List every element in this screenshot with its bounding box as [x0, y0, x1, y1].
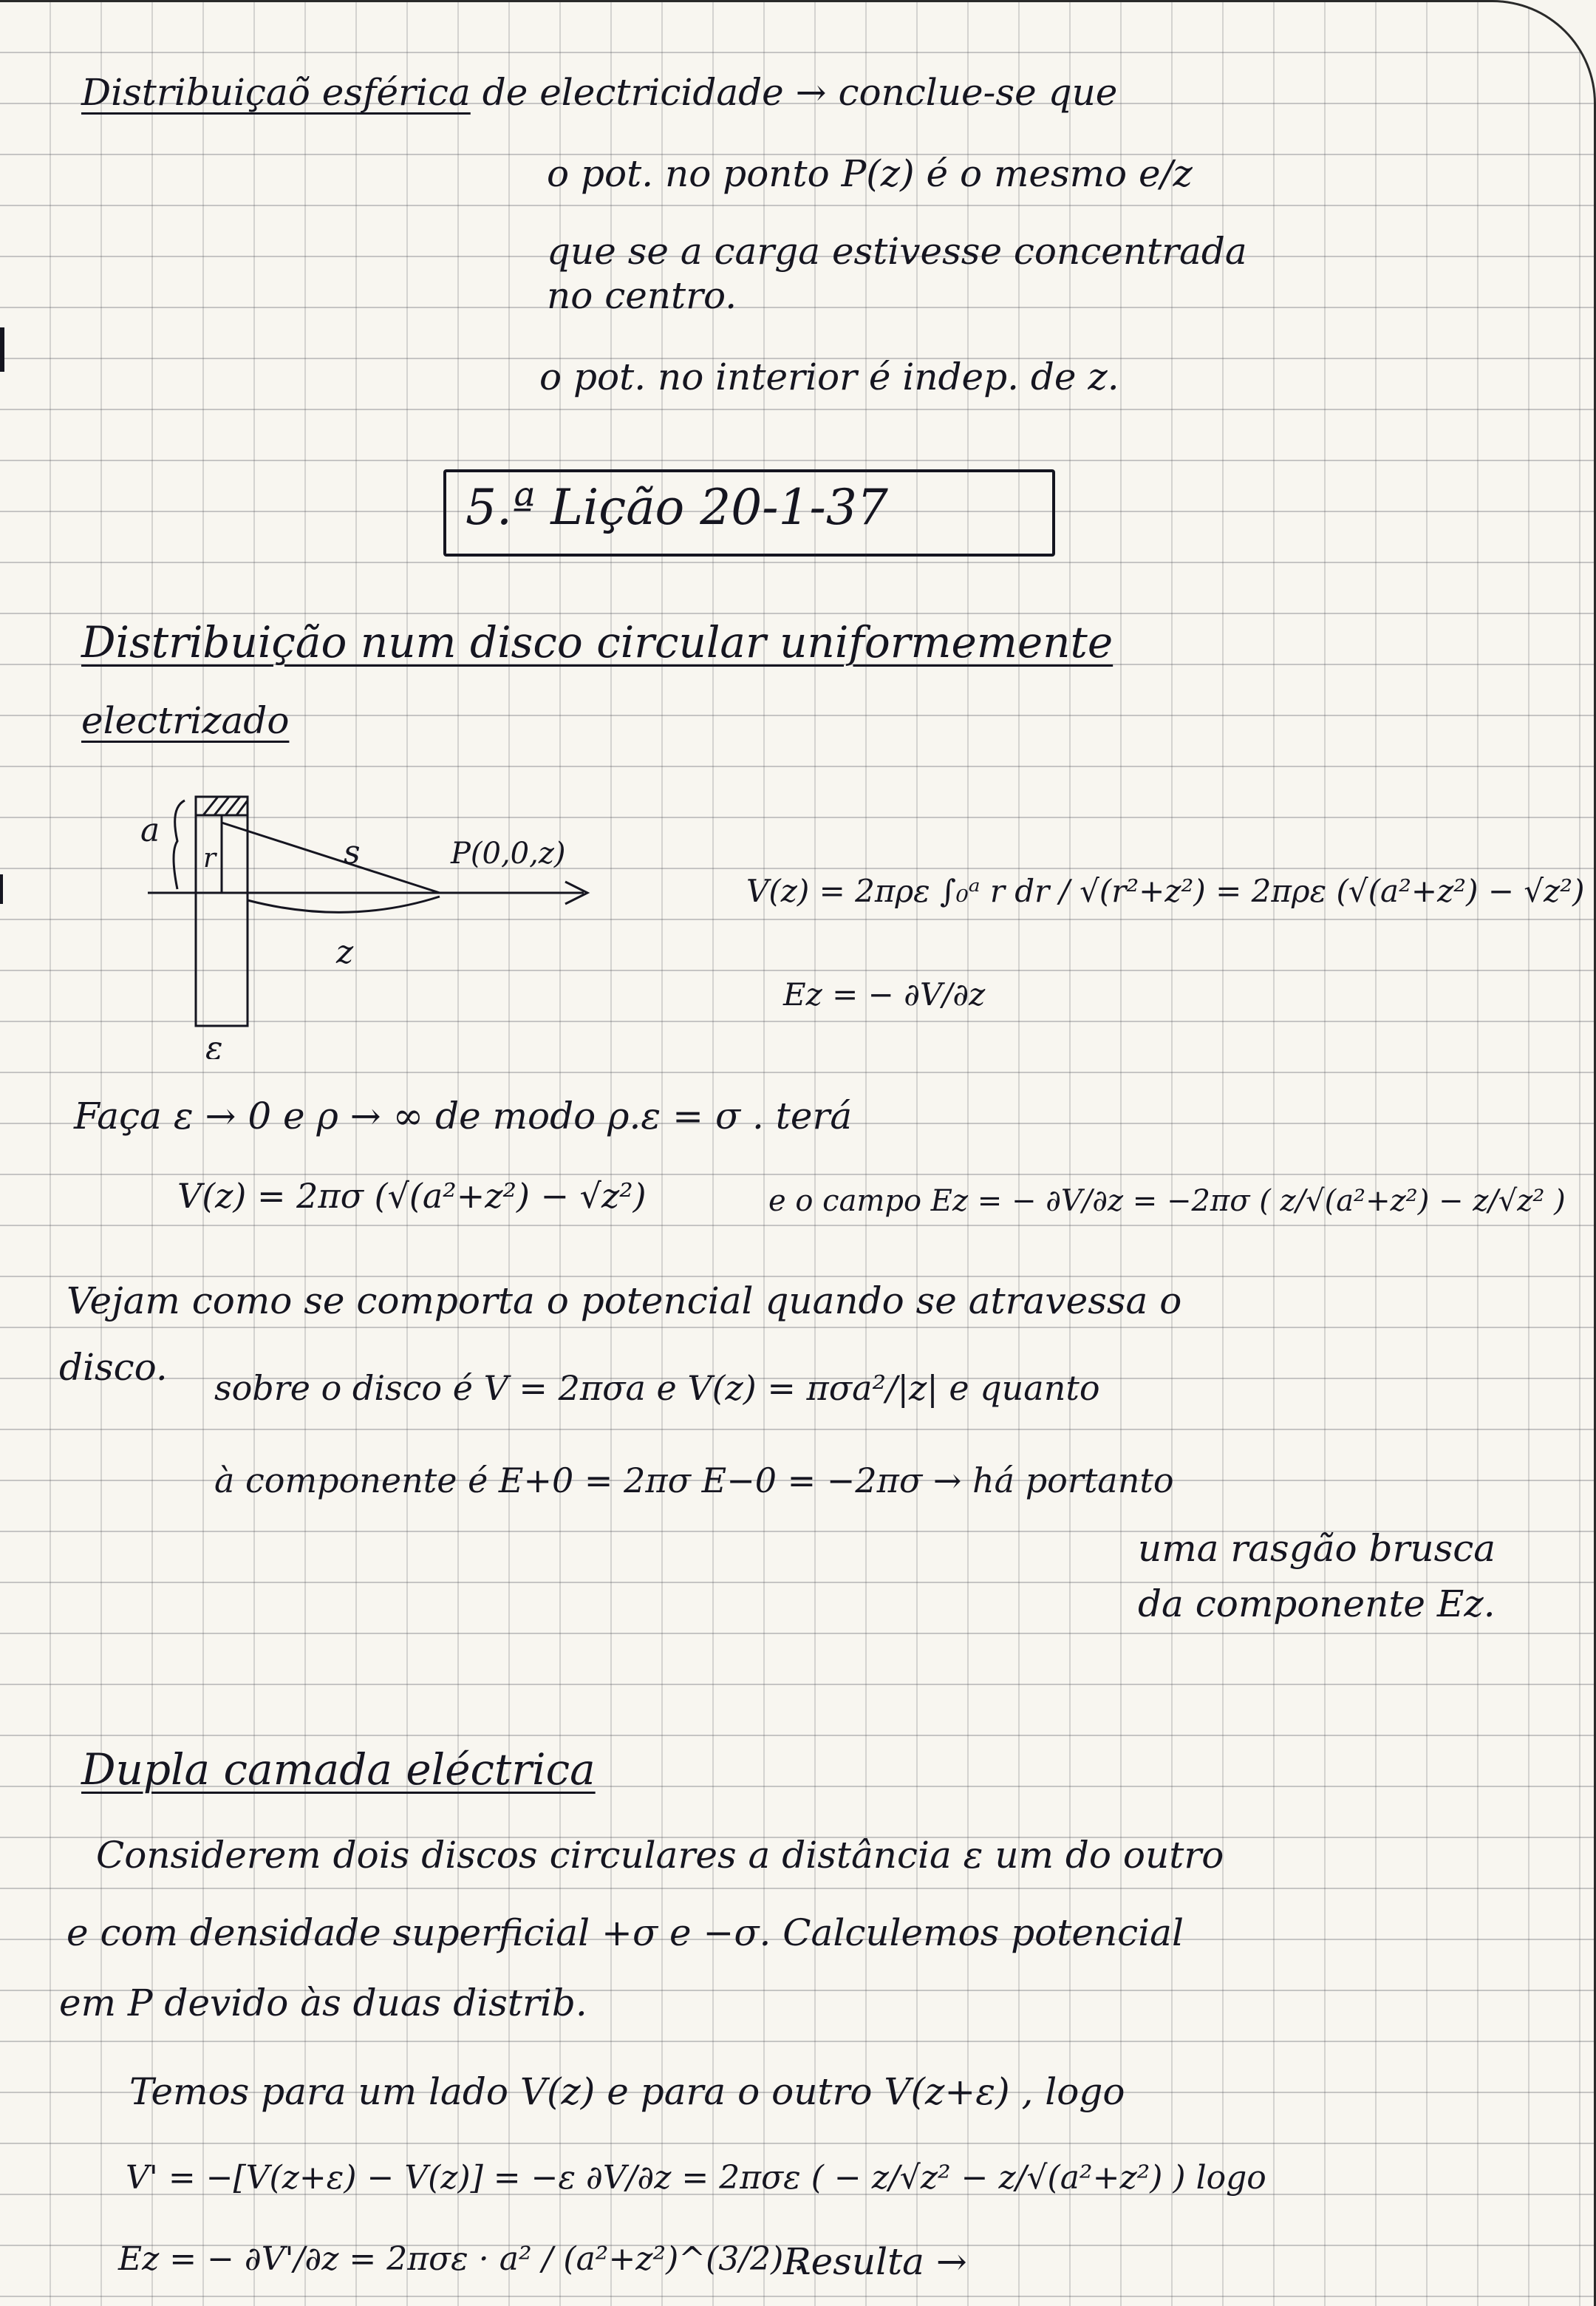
line-10: uma rasgão brusca	[1138, 1527, 1496, 1570]
section-1-title-b: electrizado	[81, 699, 290, 742]
line-2: o pot. no ponto P(z) é o mesmo e/z	[547, 152, 1193, 195]
line-11: da componente Ez.	[1138, 1582, 1496, 1625]
margin-mark	[0, 327, 4, 372]
line-8a: disco.	[59, 1346, 168, 1389]
line-14: em P devido às duas distrib.	[59, 1982, 587, 2024]
label-z: z	[336, 933, 354, 971]
line-6: Faça ε → 0 e ρ → ∞ de modo ρ.ε = σ . terá	[74, 1095, 853, 1137]
distance-z-brace	[248, 897, 440, 912]
a-brace	[174, 800, 185, 889]
line-5: o pot. no interior é indep. de z.	[539, 356, 1119, 398]
line-9: à componente é E+0 = 2πσ E−0 = −2πσ → há portanto	[214, 1460, 1174, 1500]
distance-s	[222, 823, 440, 893]
line-8b: sobre o disco é V = 2πσa e V(z) = πσa²/|z| e quanto	[214, 1368, 1100, 1408]
label-epsilon: ε	[205, 1030, 223, 1059]
line-7: Vejam como se comporta o potencial quando se atravessa o	[66, 1279, 1182, 1322]
eq-field-derivative: Ez = − ∂V/∂z	[783, 976, 986, 1013]
margin-mark	[0, 874, 3, 904]
line-12: Considerem dois discos circulares a distância ε um do outro	[96, 1834, 1224, 1877]
section-2-title: Dupla camada eléctrica	[81, 1744, 596, 1795]
distribution-title: Distribuiçaõ esférica	[81, 71, 471, 114]
disc-figure	[126, 778, 643, 1059]
line-1	[81, 72, 1117, 113]
line-1-rest: de electricidade → conclue-se que	[482, 71, 1118, 114]
label-a: a	[140, 812, 160, 849]
line-16: Resulta →	[783, 2240, 967, 2283]
line-4: no centro.	[547, 274, 737, 317]
line-15: Temos para um lado V(z) e para o outro V(z+ε) , logo	[129, 2070, 1125, 2113]
eq-potential-sigma: V(z) = 2πσ (√(a²+z²) − √z²)	[177, 1176, 647, 1216]
eq-potential-disc: V(z) = 2πρε ∫₀ᵃ r dr / √(r²+z²) = 2πρε (√(a²+z²) − √z²)	[746, 873, 1585, 909]
label-s: s	[344, 834, 361, 871]
eq-field-double-layer: Ez = − ∂V'/∂z = 2πσε · a² / (a²+z²)^(3/2) .	[118, 2240, 805, 2278]
ring-hatch	[236, 800, 248, 815]
line-3: que se a carga estivesse concentrada	[547, 230, 1247, 273]
eq-field-sigma: e o campo Ez = − ∂V/∂z = −2πσ ( z/√(a²+z²) − z/√z² )	[768, 1184, 1566, 1218]
line-13: e com densidade superficial +σ e −σ. Calculemos potencial	[66, 1911, 1184, 1954]
lesson-heading: 5.ª Lição 20-1-37	[466, 479, 888, 536]
label-point-P: P(0,0,z)	[451, 837, 566, 871]
eq-potential-prime: V' = −[V(z+ε) − V(z)] = −ε ∂V/∂z = 2πσε ( − z/√z² − z/√(a²+z²) ) logo	[126, 2159, 1266, 2197]
label-r: r	[203, 843, 216, 874]
section-1-title-a: Distribuição num disco circular uniformemente	[81, 617, 1114, 667]
